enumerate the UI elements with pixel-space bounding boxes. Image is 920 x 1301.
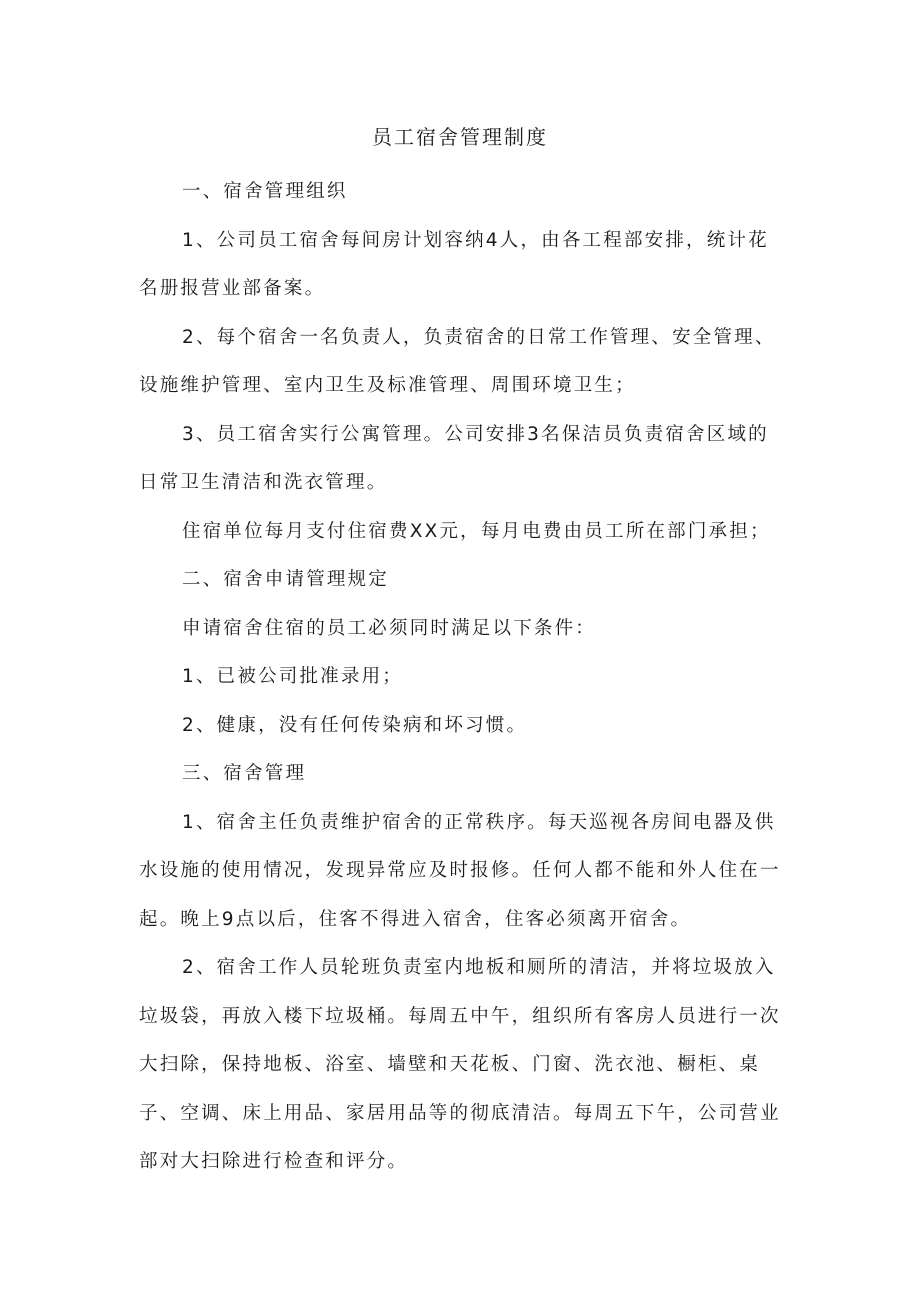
- paragraph-1-1: 1、公司员工宿舍每间房计划容纳4人，由各工程部安排，统计花名册报营业部备案。: [139, 229, 769, 299]
- paragraph-2-intro: 申请宿舍住宿的员工必须同时满足以下条件：: [182, 617, 597, 639]
- section-heading-1: 一、宿舍管理组织: [182, 181, 348, 202]
- paragraph-2-1: 1、已被公司批准录用；: [182, 666, 403, 687]
- paragraph-fee: 住宿单位每月支付住宿费XX元，每月电费由员工所在部门承担；: [182, 520, 771, 542]
- document-title: 员工宿舍管理制度: [372, 125, 548, 149]
- document-body: [139, 168, 787, 1187]
- section-heading-3: 三、宿舍管理: [182, 763, 307, 784]
- paragraph-3-2: 2、宿舍工作人员轮班负责室内地板和厕所的清洁，并将垃圾放入垃圾袋，再放入楼下垃圾桶。每周五中午，组织所有客房人员进行一次大扫除，保持地板、浴室、墙壁和天花板、门窗、洗衣池、橱柜、桌子、空调、床上用品、家居用品等的彻底清洁。每周五下午，公司营业部对大扫除进行检查和评分。: [139, 957, 781, 1172]
- paragraph-1-2: 2、每个宿舍一名负责人，负责宿舍的日常工作管理、安全管理、设施维护管理、室内卫生及标准管理、周围环境卫生；: [139, 326, 776, 396]
- paragraph-1-3: 3、员工宿舍实行公寓管理。公司安排3名保洁员负责宿舍区域的日常卫生清洁和洗衣管理。: [139, 423, 769, 493]
- paragraph-2-2: 2、健康，没有任何传染病和坏习惯。: [182, 714, 528, 736]
- paragraph-3-1: 1、宿舍主任负责维护宿舍的正常秩序。每天巡视各房间电器及供水设施的使用情况，发现异常应及时报修。任何人都不能和外人住在一起。晚上9点以后，住客不得进入宿舍，住客必须离开宿舍。: [139, 811, 781, 930]
- section-heading-2: 二、宿舍申请管理规定: [182, 569, 390, 590]
